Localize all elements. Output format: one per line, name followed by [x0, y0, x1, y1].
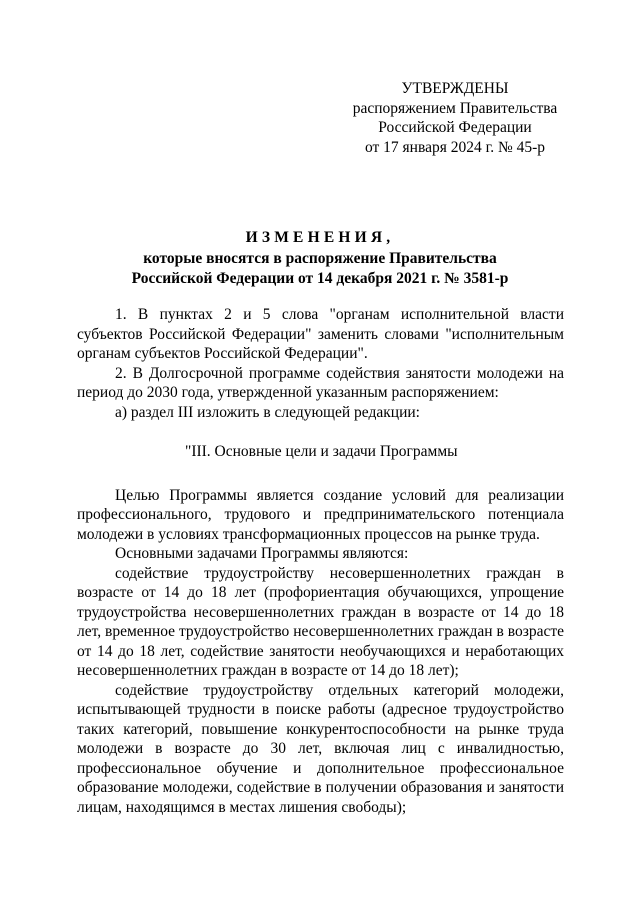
approval-line: распоряжением Правительства [352, 99, 558, 117]
section-title: "III. Основные цели и задачи Программы [185, 443, 458, 460]
title-subtitle-line: Российской Федерации от 14 декабря 2021 г. № 3581-р [131, 270, 509, 287]
approval-line: Российской Федерации [378, 119, 532, 136]
document-title [60, 228, 580, 289]
paragraph-2a: а) раздел III изложить в следующей редакции: [115, 403, 420, 421]
paragraph-goal: Целью Программы является создание условий для реализации профессионального, трудового и предпринимательского потенциала молодежи в условиях трансформационных процессов на рынке труда. [77, 486, 564, 543]
paragraph-tasks-intro: Основными задачами Программы являются: [115, 545, 409, 562]
approval-heading: УТВЕРЖДЕНЫ [401, 80, 509, 97]
paragraph-1: 1. В пунктах 2 и 5 слова "органам исполнительной власти субъектов Российской Федерации" заменить словами "исполнительным органам субъектов Российской Федерации". [77, 306, 564, 362]
approval-block [345, 79, 565, 157]
title-heading: ИЗМЕНЕНИЯ, [245, 229, 395, 246]
paragraph-2: 2. В Долгосрочной программе содействия занятости молодежи на период до 2030 года, утвержденной указанным распоряжением: [77, 364, 564, 401]
title-subtitle-line: которые вносятся в распоряжение Правительства [143, 250, 497, 267]
paragraph-task-1: содействие трудоустройству несовершеннолетних граждан в возрасте от 14 до 18 лет (профориентация обучающихся, упрощение трудоустройства несовершеннолетних граждан в возрасте от 14 до 18 лет, временное трудоустройство несовершеннолетних граждан в возрасте от 14 до 18 лет, содействие занятости необучающихся и неработающих несовершеннолетних граждан в возрасте от 14 до 18 лет); [77, 564, 564, 679]
paragraph-task-2: содействие трудоустройству отдельных категорий молодежи, испытывающей трудности в поиске работы (адресное трудоустройство таких категорий, повышение конкурентоспособности на рынке труда молодежи в возрасте до 30 лет, включая лиц с инвалидностью, профессиональное обучение и дополнительное профессиональное образование молодежи, содействие в получении образования и занятости лицам, находящимся в местах лишения свободы); [77, 681, 564, 816]
document-body [77, 305, 564, 817]
approval-date-line: от 17 января 2024 г. № 45-р [364, 138, 546, 156]
